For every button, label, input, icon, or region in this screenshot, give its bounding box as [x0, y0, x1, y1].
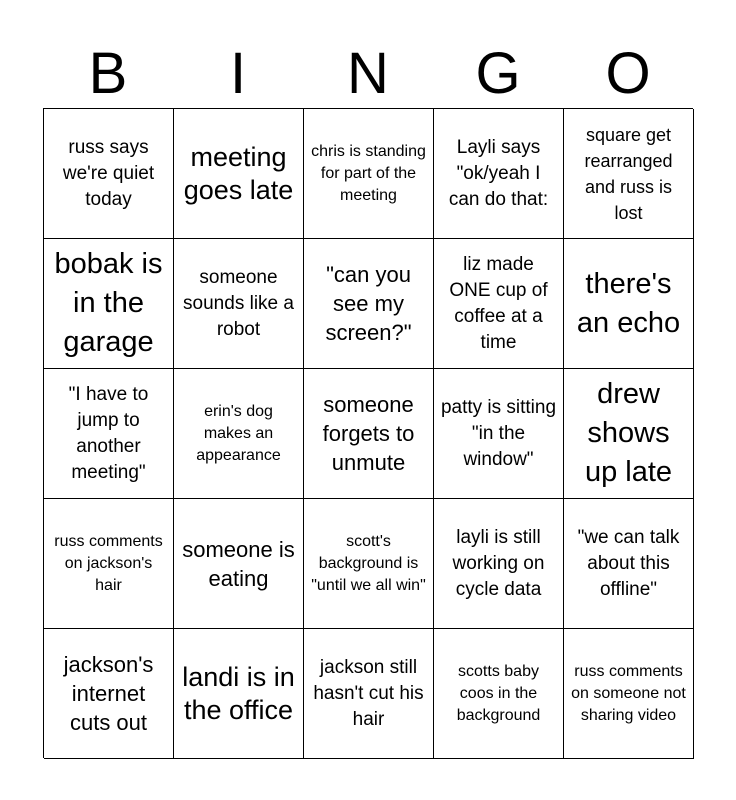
- cell-text: square get rearranged and russ is lost: [584, 124, 673, 223]
- bingo-cell[interactable]: [434, 499, 564, 629]
- cell-text: russ comments on jackson's hair: [54, 532, 163, 594]
- bingo-cell[interactable]: [174, 109, 304, 239]
- cell-text: erin's dog makes an appearance: [196, 402, 281, 464]
- header-letter-o: O: [605, 41, 651, 106]
- header-letter-g: G: [475, 41, 521, 106]
- cell-text: "can you see my screen?": [325, 262, 412, 345]
- cell-text: liz made ONE cup of coffee at a time: [449, 253, 548, 353]
- bingo-cell[interactable]: [304, 109, 434, 239]
- cell-text: jackson's internet cuts out: [63, 652, 154, 735]
- cell-text: "we can talk about this offline": [577, 526, 680, 600]
- cell-text: someone is eating: [182, 536, 295, 591]
- cell-text: jackson still hasn't cut his hair: [313, 656, 424, 730]
- bingo-cell[interactable]: [564, 369, 694, 499]
- bingo-grid: [43, 108, 693, 758]
- bingo-cell[interactable]: [44, 109, 174, 239]
- header-letter-b: B: [88, 41, 128, 106]
- cell-text: landi is in the office: [182, 661, 295, 725]
- bingo-cell[interactable]: [174, 499, 304, 629]
- bingo-cell[interactable]: [434, 369, 564, 499]
- bingo-cell[interactable]: [174, 369, 304, 499]
- bingo-cell[interactable]: [44, 239, 174, 369]
- cell-text: scott's background is "until we all win": [311, 532, 426, 594]
- cell-text: russ comments on someone not sharing video: [571, 662, 686, 724]
- bingo-header: [43, 40, 693, 108]
- bingo-cell[interactable]: [174, 629, 304, 759]
- cell-text: Layli says "ok/yeah I can do that:: [448, 136, 549, 210]
- bingo-cell[interactable]: [434, 239, 564, 369]
- cell-text: scotts baby coos in the background: [456, 662, 541, 724]
- bingo-cell[interactable]: [304, 239, 434, 369]
- bingo-cell[interactable]: [304, 629, 434, 759]
- cell-text: chris is standing for part of the meeting: [311, 142, 426, 204]
- cell-text: layli is still working on cycle data: [452, 526, 545, 600]
- bingo-cell[interactable]: [44, 369, 174, 499]
- cell-text: there's an echo: [576, 267, 681, 339]
- bingo-cell[interactable]: [564, 499, 694, 629]
- bingo-cell[interactable]: [304, 369, 434, 499]
- bingo-cell[interactable]: [174, 239, 304, 369]
- bingo-cell[interactable]: [304, 499, 434, 629]
- bingo-cell[interactable]: [564, 629, 694, 759]
- cell-text: "I have to jump to another meeting": [68, 383, 149, 483]
- bingo-cell[interactable]: [434, 109, 564, 239]
- cell-text: drew shows up late: [584, 378, 673, 488]
- cell-text: russ says we're quiet today: [62, 136, 155, 210]
- header-letter-i: I: [229, 41, 247, 106]
- cell-text: someone sounds like a robot: [183, 266, 294, 340]
- bingo-cell[interactable]: [564, 109, 694, 239]
- bingo-cell[interactable]: [44, 629, 174, 759]
- bingo-cell[interactable]: [434, 629, 564, 759]
- cell-text: someone forgets to unmute: [322, 392, 415, 475]
- cell-text: meeting goes late: [183, 141, 294, 205]
- header-letter-n: N: [347, 41, 389, 106]
- bingo-cell[interactable]: [564, 239, 694, 369]
- bingo-cell[interactable]: [44, 499, 174, 629]
- cell-text: bobak is in the garage: [54, 248, 163, 358]
- cell-text: patty is sitting "in the window": [440, 396, 557, 470]
